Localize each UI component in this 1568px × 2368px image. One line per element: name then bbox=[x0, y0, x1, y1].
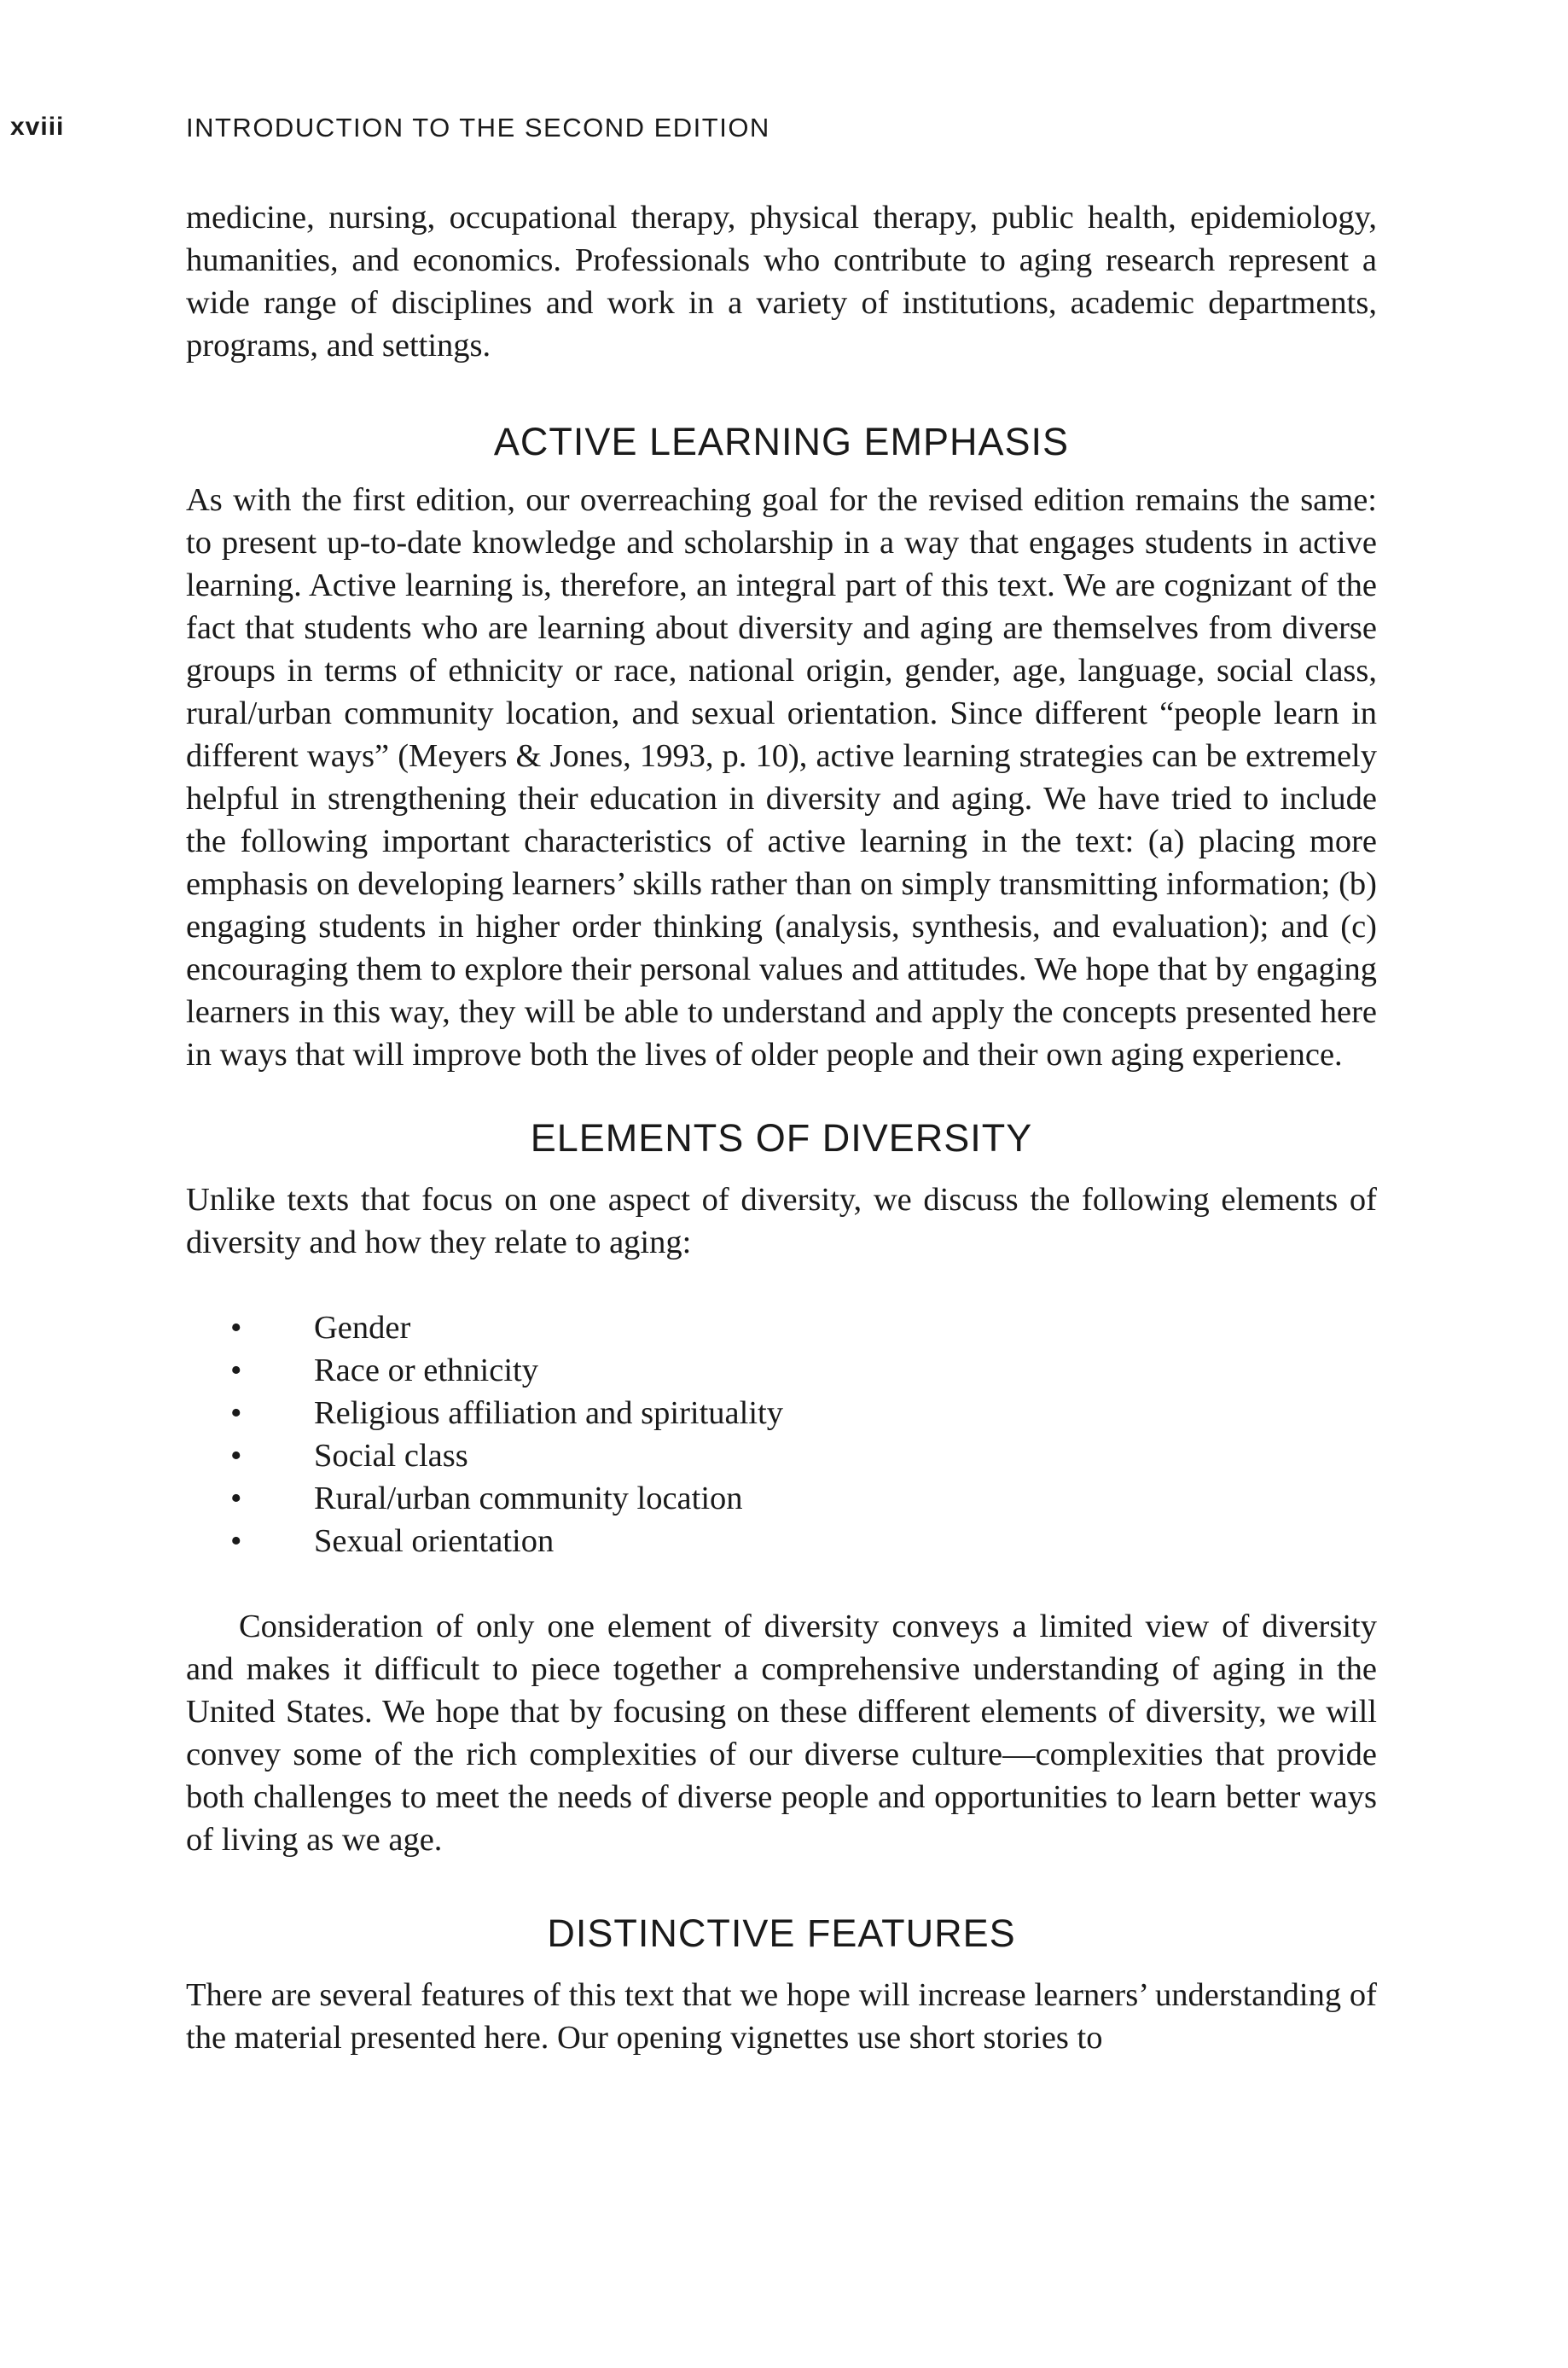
bullet-icon: • bbox=[230, 1395, 242, 1431]
paragraph-continued: medicine, nursing, occupational therapy, physical therapy, public health, epidemiology, humanities, and economics. Professionals who contribute to aging research represent a wide range of disciplines and work in a variety of institutions, academic departments, programs, and settings. bbox=[186, 200, 1377, 364]
running-head bbox=[10, 113, 1375, 155]
bullet-icon: • bbox=[230, 1310, 242, 1346]
paragraph-distinctive-features: There are several features of this text that we hope will increase learners’ understanding of the material presented here. Our opening vignettes use short stories to bbox=[186, 1977, 1377, 2056]
paragraph-active-learning: As with the first edition, our overreaching goal for the revised edition remains the same: to present up-to-date knowledge and scholarship in a way that engages students in active learning. Active learning is, therefore, an integral part of this text. We are cognizant of the fact that students who are learning about diversity and aging are themselves from diverse groups in terms of ethnicity or race, national origin, gender, age, language, social class, rural/urban community location, and sexual orientation. Since different “people learn in different ways” (Meyers & Jones, 1993, p. 10), active learning strategies can be extremely helpful in strengthening their education in diversity and aging. We have tried to include the following important characteristics of active learning in the text: (a) placing more emphasis on developing learners’ skills rather than on simply transmitting information; (b) engaging students in higher order thinking (analysis, synthesis, and evaluation); and (c) encouraging them to explore their personal values and attitudes. We hope that by engaging learners in this way, they will be able to understand and apply the concepts presented here in ways that will improve both the lives of older people and their own aging experience. bbox=[186, 482, 1377, 1073]
heading-distinctive-features: DISTINCTIVE FEATURES bbox=[547, 1911, 1016, 1955]
paragraph-elements-intro: Unlike texts that focus on one aspect of diversity, we discuss the following elements of diversity and how they relate to aging: bbox=[186, 1182, 1377, 1260]
list-item-text: Social class bbox=[314, 1438, 468, 1474]
list-item-text: Race or ethnicity bbox=[314, 1353, 538, 1388]
bullet-icon: • bbox=[230, 1353, 242, 1388]
list-item bbox=[186, 1349, 1377, 1392]
list-item-text: Rural/urban community location bbox=[314, 1481, 743, 1516]
list-item-text: Gender bbox=[314, 1310, 411, 1346]
list-item bbox=[186, 1477, 1377, 1520]
bullet-icon: • bbox=[230, 1438, 242, 1474]
list-item-text: Sexual orientation bbox=[314, 1523, 555, 1559]
bullet-icon: • bbox=[230, 1523, 242, 1559]
list-item-text: Religious affiliation and spirituality bbox=[314, 1395, 783, 1431]
body-text bbox=[186, 196, 1377, 2059]
paragraph-consideration: Consideration of only one element of diversity conveys a limited view of diversity and makes it difficult to piece together a comprehensive understanding of aging in the United States. We hope that by focusing on these different elements of diversity, we will convey some of the rich complexities of our diverse culture—complexities that provide both challenges to meet the needs of diverse people and opportunities to learn better ways of living as we age. bbox=[186, 1609, 1377, 1858]
heading-elements-of-diversity: ELEMENTS OF DIVERSITY bbox=[530, 1116, 1033, 1160]
list-item bbox=[186, 1392, 1377, 1434]
running-title: INTRODUCTION TO THE SECOND EDITION bbox=[186, 113, 770, 143]
page-number: xviii bbox=[10, 113, 65, 141]
heading-active-learning: ACTIVE LEARNING EMPHASIS bbox=[493, 420, 1070, 463]
list-item bbox=[186, 1306, 1377, 1349]
list-item bbox=[186, 1434, 1377, 1477]
diversity-elements-list bbox=[186, 1306, 1377, 1562]
list-item bbox=[186, 1520, 1377, 1562]
bullet-icon: • bbox=[230, 1481, 242, 1516]
